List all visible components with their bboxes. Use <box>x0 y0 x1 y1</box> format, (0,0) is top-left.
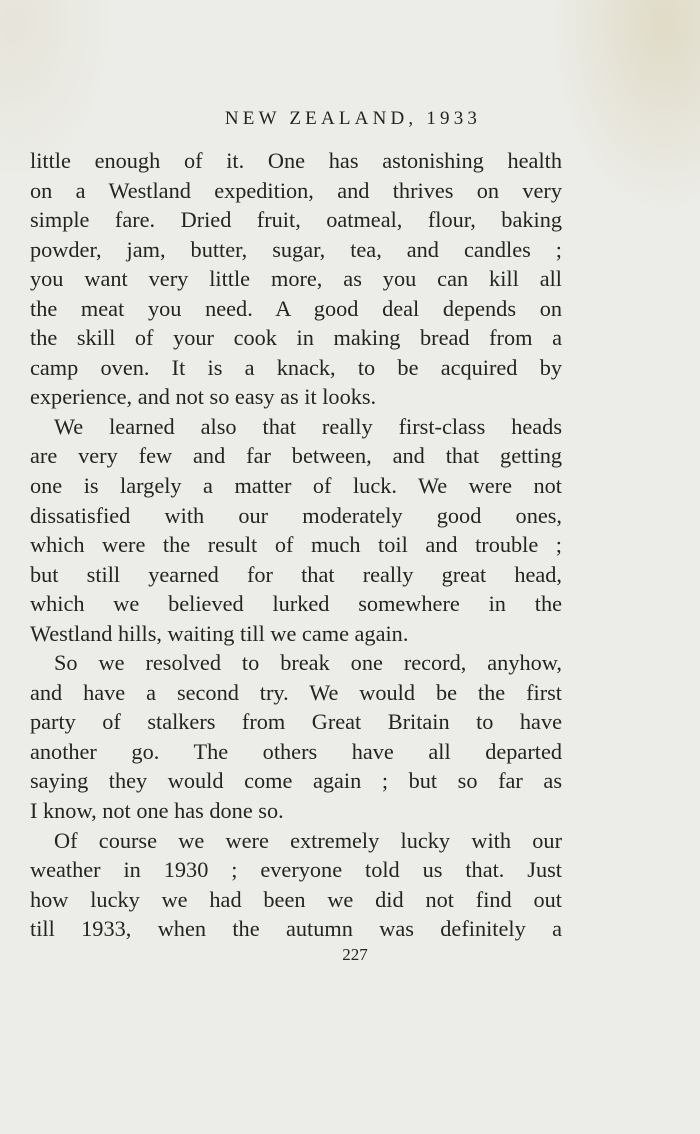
text-line: simple fare. Dried fruit, oatmeal, flour, baking <box>30 207 562 233</box>
body-text <box>30 146 562 944</box>
text-line: and have a second try. We would be the first <box>30 679 562 705</box>
text-line: party of stalkers from Great Britain to have <box>30 709 562 735</box>
text-line: powder, jam, butter, sugar, tea, and candles ; <box>30 236 562 262</box>
paragraph <box>30 648 562 825</box>
text-line: camp oven. It is a knack, to be acquired by <box>30 354 562 380</box>
text-line: another go. The others have all departed <box>30 738 562 764</box>
page-number: 227 <box>342 945 368 964</box>
text-line: Of course we were extremely lucky with our <box>54 827 562 853</box>
text-line: the meat you need. A good deal depends on <box>30 295 562 321</box>
text-line: till 1933, when the autumn was definitely a <box>30 916 562 942</box>
text-line: how lucky we had been we did not find out <box>30 886 562 912</box>
text-line: experience, and not so easy as it looks. <box>30 384 377 410</box>
text-line: you want very little more, as you can kill all <box>30 266 562 292</box>
text-line: We learned also that really first-class heads <box>54 413 562 439</box>
text-line: Westland hills, waiting till we came again. <box>30 620 409 646</box>
text-line: are very few and far between, and that getting <box>30 443 562 469</box>
text-line: weather in 1930 ; everyone told us that. Just <box>30 857 562 883</box>
text-line: the skill of your cook in making bread from a <box>30 325 562 351</box>
text-line: saying they would come again ; but so far as <box>30 768 562 794</box>
text-line: one is largely a matter of luck. We were not <box>30 473 562 499</box>
text-line: which were the result of much toil and trouble ; <box>30 532 562 558</box>
text-line: I know, not one has done so. <box>30 798 284 824</box>
paragraph <box>30 412 562 648</box>
text-line: little enough of it. One has astonishing health <box>30 148 562 173</box>
paragraph <box>30 826 562 944</box>
text-line: but still yearned for that really great head, <box>30 561 562 587</box>
text-line: which we believed lurked somewhere in the <box>30 591 562 617</box>
text-line: So we resolved to break one record, anyhow, <box>54 650 562 676</box>
text-line: dissatisfied with our moderately good ones, <box>30 502 562 528</box>
paragraph <box>30 146 562 412</box>
running-head: NEW ZEALAND, 1933 <box>224 108 482 129</box>
text-line: on a Westland expedition, and thrives on very <box>30 177 562 203</box>
